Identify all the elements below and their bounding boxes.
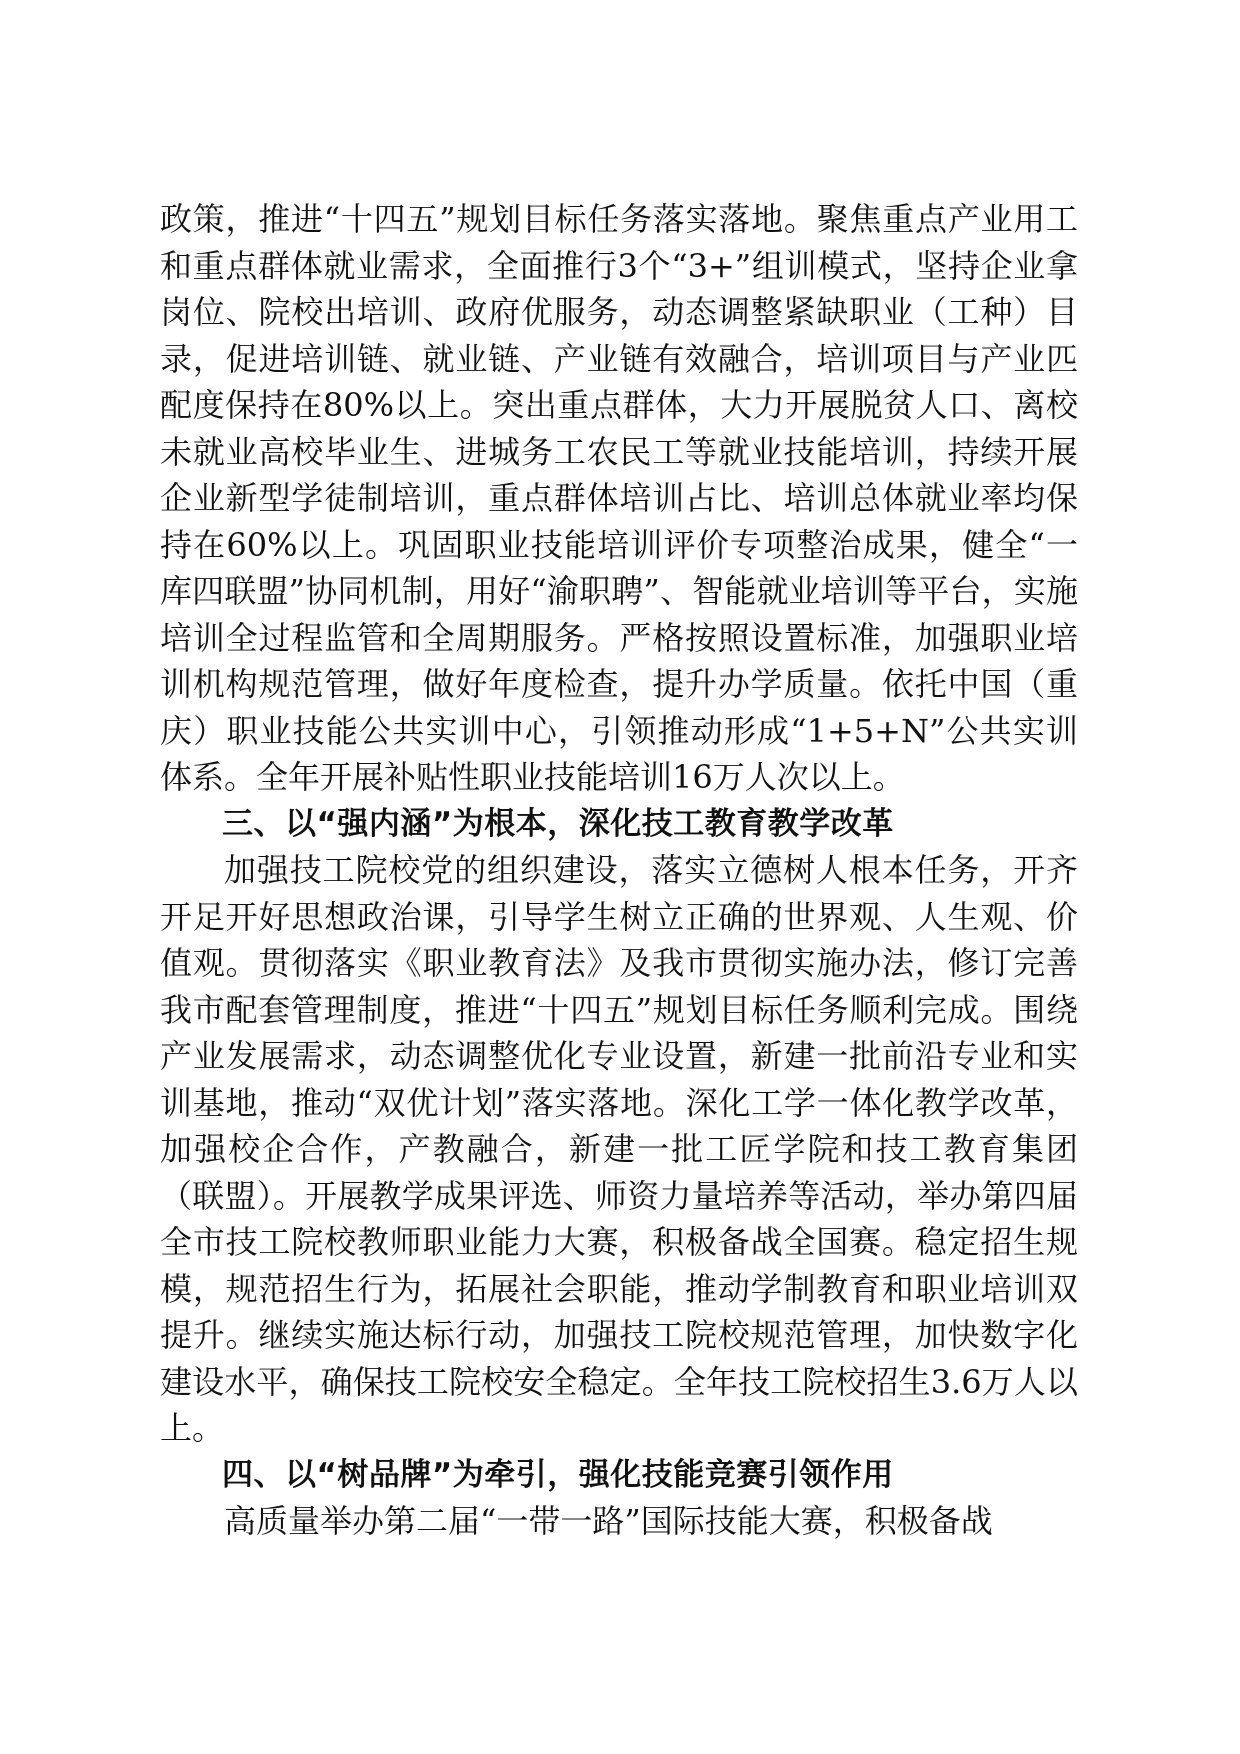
paragraph-skills-competition: 高质量举办第二届“一带一路”国际技能大赛，积极备战 — [224, 1502, 993, 1540]
section-heading-4: 四、以“树品牌”为牵引，强化技能竞赛引领作用 — [222, 1456, 894, 1493]
paragraph-training-policy: 政策，推进“十四五”规划目标任务落实落地。聚焦重点产业用工和重点群体就业需求，全面推行3个“3+”组训模式，坚持企业拿岗位、院校出培训、政府优服务，动态调整紧缺职业（工种）目录，促进培训链、就业链、产业链有效融合，培训项目与产业匹配度保持在80%以上。突出重点群体，大力开展脱贫人口、离校未就业高校毕业生、进城务工农民工等就业技能培训，持续开展企业新型学徒制培训，重点群体培训占比、培训总体就业率均保持在60%以上。巩固职业技能培训评价专项整治成果，健全“一库四联盟”协同机制，用好“渝职聘”、智能就业培训等平台，实施培训全过程监管和全周期服务。严格按照设置标准，加强职业培训机构规范管理，做好年度检查，提升办学质量。依托中国（重庆）职业技能公共实训中心，引领推动形成“1+5+N”公共实训体系。全年开展补贴性职业技能培训16万人次以上。 — [160, 200, 1078, 796]
document-page — [160, 196, 1078, 1545]
section-heading-3: 三、以“强内涵”为根本，深化技工教育教学改革 — [222, 805, 894, 842]
paragraph-technical-education: 加强技工院校党的组织建设，落实立德树人根本任务，开齐开足开好思想政治课，引导学生树立正确的世界观、人生观、价值观。贯彻落实《职业教育法》及我市贯彻实施办法，修订完善我市配套管理制度，推进“十四五”规划目标任务顺利完成。围绕产业发展需求，动态调整优化专业设置，新建一批前沿专业和实训基地，推动“双优计划”落实落地。深化工学一体化教学改革，加强校企合作，产教融合，新建一批工匠学院和技工教育集团（联盟）。开展教学成果评选、师资力量培养等活动，举办第四届全市技工院校教师职业能力大赛，积极备战全国赛。稳定招生规模，规范招生行为，拓展社会职能，推动学制教育和职业培训双提升。继续实施达标行动，加强技工院校规范管理，加快数字化建设水平，确保技工院校安全稳定。全年技工院校招生3.6万人以上。 — [160, 851, 1078, 1447]
